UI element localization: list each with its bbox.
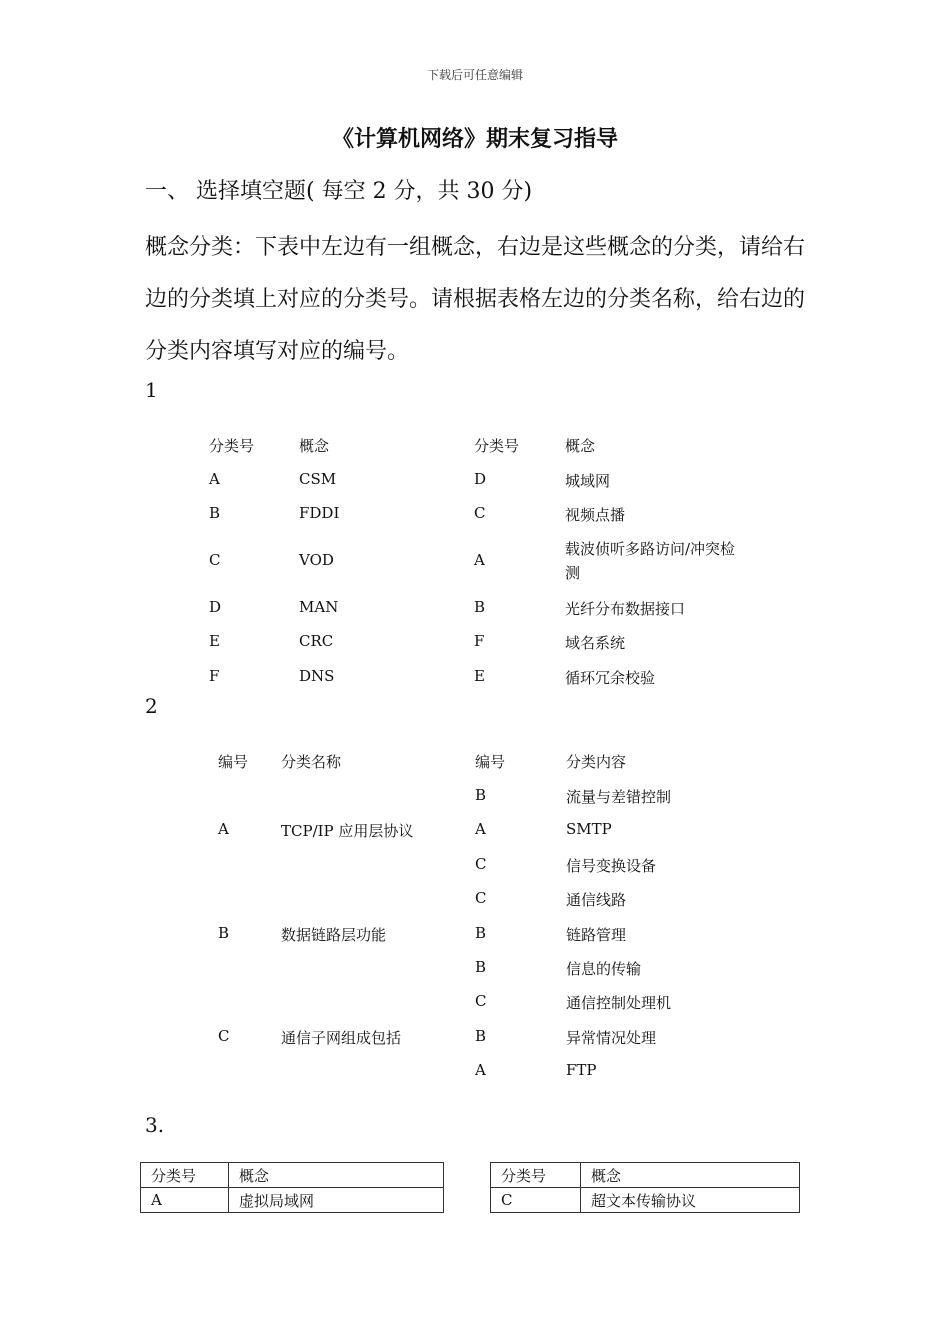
table1-cell: D: [474, 470, 487, 488]
table1-cell: 循环冗余校验: [565, 669, 656, 687]
table3-header: 分类号: [141, 1163, 229, 1188]
table1-cell: C: [474, 504, 486, 522]
table1-cell: 视频点播: [565, 506, 626, 524]
table2-header: 编号: [475, 753, 506, 771]
table1-cell: F: [209, 667, 220, 685]
table1-header: 概念: [299, 437, 330, 455]
table-row: [141, 1163, 800, 1188]
table2-cell: SMTP: [566, 820, 612, 838]
table1-cell: A: [474, 551, 485, 569]
table2-cell: TCP/IP 应用层协议: [281, 822, 414, 840]
table2-cell: B: [475, 786, 487, 804]
table2-cell: A: [475, 1061, 486, 1079]
table1-cell: CRC: [299, 632, 334, 650]
table2-cell: 数据链路层功能: [281, 926, 387, 944]
table1-cell: VOD: [299, 551, 334, 569]
table3-cell: C: [491, 1188, 581, 1213]
table3-spacer: [444, 1188, 491, 1213]
table3-header: 分类号: [491, 1163, 581, 1188]
table2-cell: 通信控制处理机: [566, 994, 672, 1012]
table3: [140, 1162, 800, 1213]
table2-header: 编号: [218, 753, 249, 771]
table2-label: 2: [145, 694, 158, 718]
section-heading: 一、 选择填空题( 每空 2 分，共 30 分): [145, 179, 533, 204]
document-title: 《计算机网络》期末复习指导: [331, 127, 618, 152]
table1-cell: CSM: [299, 470, 337, 488]
table1-cell: D: [209, 598, 222, 616]
table3-cell: 超文本传输协议: [581, 1188, 800, 1213]
table3-cell: 虚拟局域网: [229, 1188, 444, 1213]
table1-cell: B: [474, 598, 486, 616]
table2-cell: A: [218, 820, 229, 838]
table2-cell: C: [475, 992, 487, 1010]
table1-cell: 载波侦听多路访问/冲突检测: [565, 540, 736, 582]
table1-cell: DNS: [299, 667, 335, 685]
table1-label: 1: [145, 378, 158, 402]
table3-header: 概念: [229, 1163, 444, 1188]
table2-cell: A: [475, 820, 486, 838]
table1-cell: 城域网: [565, 472, 611, 490]
table2-cell: B: [475, 924, 487, 942]
table1-header: 分类号: [209, 437, 255, 455]
table1-cell: A: [209, 470, 220, 488]
table1-header: 分类号: [474, 437, 520, 455]
page-header: 下载后可任意编辑: [426, 68, 523, 82]
table1-cell: 域名系统: [565, 634, 626, 652]
table1-cell: MAN: [299, 598, 339, 616]
table1-cell: 光纤分布数据接口: [565, 600, 686, 618]
table3-spacer: [444, 1163, 491, 1188]
table-row: [141, 1188, 800, 1213]
table1-header: 概念: [565, 437, 596, 455]
table1-cell: B: [209, 504, 221, 522]
table2-cell: 通信子网组成包括: [281, 1029, 402, 1047]
table2-cell: B: [475, 1027, 487, 1045]
table2-cell: 流量与差错控制: [566, 788, 672, 806]
table2-header: 分类内容: [566, 753, 627, 771]
table3-cell: A: [141, 1188, 229, 1213]
table2-cell: B: [475, 958, 487, 976]
table2-cell: C: [475, 889, 487, 907]
table1-cell: F: [474, 632, 485, 650]
table2-cell: C: [475, 855, 487, 873]
table2-header: 分类名称: [281, 753, 342, 771]
table2-cell: C: [218, 1027, 230, 1045]
table2-cell: B: [218, 924, 230, 942]
table3-header: 概念: [581, 1163, 800, 1188]
table2-cell: 信号变换设备: [566, 857, 657, 875]
table1-cell: FDDI: [299, 504, 340, 522]
table1-cell: E: [209, 632, 220, 650]
table2-cell: 异常情况处理: [566, 1029, 657, 1047]
instruction-paragraph: 概念分类：下表中左边有一组概念，右边是这些概念的分类，请给右边的分类填上对应的分类号。请根据表格左边的分类名称，给右边的分类内容填写对应的编号。: [145, 235, 806, 364]
table1-cell: E: [474, 667, 485, 685]
table2-cell: 通信线路: [566, 891, 627, 909]
table1-cell: C: [209, 551, 221, 569]
table2-cell: FTP: [566, 1061, 597, 1079]
table2-cell: 链路管理: [566, 926, 627, 944]
table3-label: 3.: [145, 1113, 165, 1137]
table2-cell: 信息的传输: [566, 960, 642, 978]
